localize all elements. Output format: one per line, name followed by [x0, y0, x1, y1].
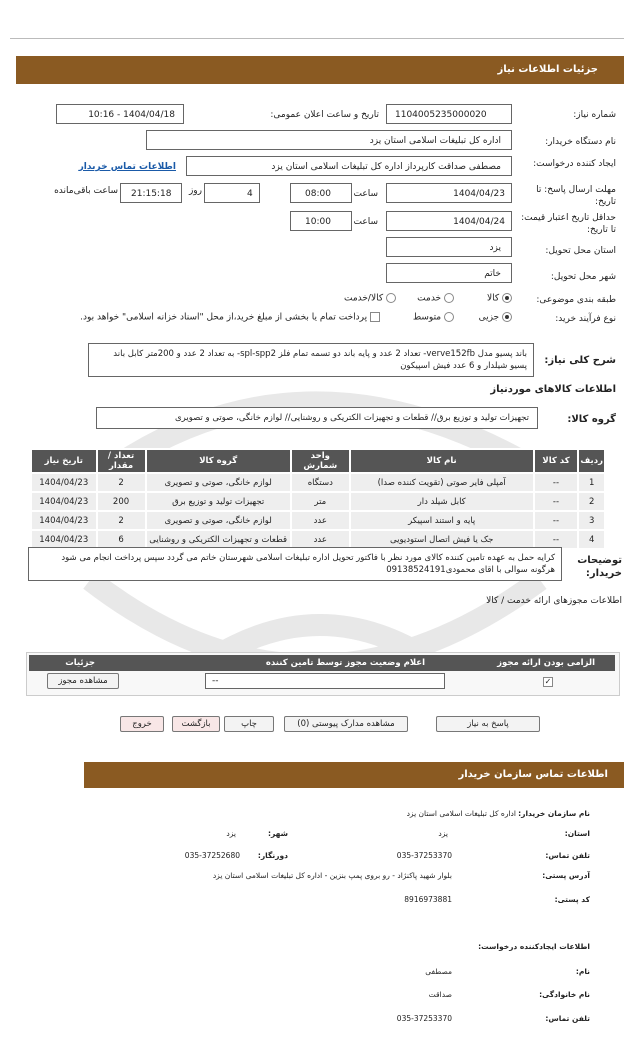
goods-group-box: تجهیزات تولید و توزیع برق// قطعات و تجهیزات الکتریکی و روشنایی// لوازم خانگی، صوتی و تصویری — [96, 407, 538, 429]
col-date: تاریخ نیاز — [31, 449, 97, 473]
table-cell: تجهیزات تولید و توزیع برق — [146, 492, 291, 511]
col-name: نام کالا — [350, 449, 534, 473]
table-cell: -- — [534, 473, 579, 492]
creator-family-value: صداقت — [428, 990, 452, 999]
reply-button[interactable]: پاسخ به نیاز — [436, 716, 540, 732]
contact-fax-value: 035-37252680 — [184, 851, 240, 860]
category-option-both[interactable]: کالا/خدمت — [344, 293, 396, 304]
view-permit-button[interactable]: مشاهده مجوز — [47, 673, 119, 689]
deadline-label: مهلت ارسال پاسخ: تا تاریخ: — [536, 185, 616, 207]
table-row — [31, 492, 605, 511]
col-qty: تعداد / مقدار — [97, 449, 146, 473]
remaining-time-field: 21:15:18 — [120, 183, 182, 203]
permit-required-checkbox: ✓ — [544, 677, 552, 686]
contact-fax-label: دورنگار: — [257, 851, 288, 860]
radio-icon — [386, 293, 396, 303]
contact-header-bar — [84, 762, 624, 788]
creator-field: مصطفی صداقت کارپرداز اداره کل تبلیغات اسلامی استان یزد — [186, 156, 512, 176]
page-header-bar — [16, 56, 624, 84]
goods-title: اطلاعات کالاهای موردنیاز — [490, 384, 616, 395]
table-cell: عدد — [291, 511, 350, 530]
buyer-notes-label: توضیحات خریدار: — [577, 555, 622, 579]
table-cell: دستگاه — [291, 473, 350, 492]
print-button[interactable]: چاپ — [224, 716, 274, 732]
process-label: نوع فرآیند خرید: — [555, 314, 616, 324]
buyer-contact-link[interactable]: اطلاعات تماس خریدار — [78, 162, 176, 172]
contact-phone-label: تلفن تماس: — [545, 851, 590, 860]
permits-header: الزامی بودن ارائه مجوز اعلام وضعیت مجوز توسط تامین کننده جزئیات — [29, 655, 615, 671]
announce-label: تاریخ و ساعت اعلان عمومی: — [270, 110, 379, 120]
table-cell: -- — [534, 492, 579, 511]
checkbox-icon — [370, 312, 380, 322]
announce-field: 1404/04/18 - 10:16 — [56, 104, 184, 124]
table-row — [31, 473, 605, 492]
table-cell: قطعات و تجهیزات الکتریکی و روشنایی — [146, 530, 291, 549]
validity-time-field: 10:00 — [290, 211, 352, 231]
process-option-medium[interactable]: متوسط — [413, 312, 454, 323]
deadline-time-field: 08:00 — [290, 183, 352, 203]
radio-icon — [444, 293, 454, 303]
table-cell: متر — [291, 492, 350, 511]
remaining-time-label: ساعت باقی‌مانده — [54, 186, 118, 196]
creator-name-value: مصطفی — [425, 967, 452, 976]
creator-phone-label: تلفن تماس: — [545, 1014, 590, 1023]
creator-family-label: نام خانوادگی: — [539, 990, 590, 999]
deadline-time-label: ساعت — [353, 189, 378, 199]
permit-status-field[interactable]: -- — [205, 673, 445, 689]
category-label: طبقه بندی موضوعی: — [536, 295, 616, 305]
table-cell: 6 — [97, 530, 146, 549]
summary-box: باند پسیو مدل verve152fb- تعداد 2 عدد و پایه باند دو تسمه تمام فلز spl-spp2- به تعداد 2 عدد و 200متر کابل باند پسیو شیلدار و 6 عدد فیش اسپیکون — [88, 343, 534, 377]
table-cell: 1404/04/23 — [31, 492, 97, 511]
table-cell: لوازم خانگی، صوتی و تصویری — [146, 473, 291, 492]
col-unit: واحد شمارش — [291, 449, 350, 473]
category-option-goods[interactable]: کالا — [487, 293, 512, 304]
col-row: ردیف — [578, 449, 605, 473]
col-code: کد کالا — [534, 449, 579, 473]
need-number-field: 1104005235000020 — [386, 104, 512, 124]
buyer-notes-box: کرایه حمل به عهده تامین کننده کالای مورد نظر با فاکتور تحویل اداره تبلیغات اسلامی شهرستان خاتم می گردد سپس پرداخت انجام می شود هرگونه سوالی با اقای محمودی09138524191 — [28, 547, 562, 581]
province-label: استان محل تحویل: — [545, 246, 616, 256]
days-field: 4 — [204, 183, 260, 203]
city-label: شهر محل تحویل: — [550, 272, 616, 282]
table-cell: 200 — [97, 492, 146, 511]
contact-address-value: بلوار شهید پاکنژاد - رو بروی پمپ بنزین - اداره کل تبلیغات اسلامی استان یزد — [212, 871, 452, 880]
goods-table — [30, 448, 606, 550]
table-cell: کابل شیلد دار — [350, 492, 534, 511]
buyer-org-field: اداره کل تبلیغات اسلامی استان یزد — [146, 130, 512, 150]
creator-name-label: نام: — [575, 967, 590, 976]
creator-phone-value: 035-37253370 — [396, 1014, 452, 1023]
deadline-date-field: 1404/04/23 — [386, 183, 512, 203]
table-cell: 2 — [97, 511, 146, 530]
back-button[interactable]: بازگشت — [172, 716, 220, 732]
table-cell: 1404/04/23 — [31, 473, 97, 492]
summary-label: شرح کلی نیاز: — [544, 355, 616, 366]
col-group: گروه کالا — [146, 449, 291, 473]
radio-selected-icon — [502, 312, 512, 322]
radio-selected-icon — [502, 293, 512, 303]
contact-province-label: استان: — [564, 829, 590, 838]
contact-postal-value: 8916973881 — [404, 895, 452, 904]
table-cell: 1404/04/23 — [31, 530, 97, 549]
validity-label: حداقل تاریخ اعتبار قیمت: تا تاریخ: — [521, 213, 616, 235]
creator-info-title: اطلاعات ایجادکننده درخواست: — [478, 942, 590, 951]
creator-label: ایجاد کننده درخواست: — [533, 159, 616, 169]
contact-postal-label: کد پستی: — [554, 895, 590, 904]
view-attachments-button[interactable]: مشاهده مدارک پیوستی (0) — [284, 716, 408, 732]
table-cell: لوازم خانگی، صوتی و تصویری — [146, 511, 291, 530]
table-row — [31, 511, 605, 530]
buyer-org-label: نام دستگاه خریدار: — [545, 137, 616, 147]
permits-title: اطلاعات مجوزهای ارائه خدمت / کالا — [486, 596, 622, 606]
radio-icon — [444, 312, 454, 322]
table-cell: 3 — [578, 511, 605, 530]
contact-city-label: شهر: — [268, 829, 288, 838]
table-cell: 2 — [578, 492, 605, 511]
table-cell: 1404/04/23 — [31, 511, 97, 530]
goods-table-header — [31, 449, 605, 473]
contact-city-value: یزد — [226, 829, 236, 838]
category-option-service[interactable]: خدمت — [417, 293, 454, 304]
org-value: اداره کل تبلیغات اسلامی استان یزد — [406, 809, 516, 818]
exit-button[interactable]: خروج — [120, 716, 164, 732]
city-field: خاتم — [386, 263, 512, 283]
table-cell: 1 — [578, 473, 605, 492]
table-cell: -- — [534, 530, 579, 549]
table-cell: پایه و استند اسپیکر — [350, 511, 534, 530]
goods-group-label: گروه کالا: — [567, 414, 616, 425]
validity-date-field: 1404/04/24 — [386, 211, 512, 231]
need-number-label: شماره نیاز: — [573, 110, 616, 120]
process-option-minor[interactable]: جزیی — [479, 312, 512, 323]
page-title: جزئیات اطلاعات نیاز — [497, 64, 598, 75]
permits-table — [26, 652, 620, 696]
table-cell: 2 — [97, 473, 146, 492]
org-label: نام سازمان خریدار: — [518, 809, 590, 818]
table-cell: عدد — [291, 530, 350, 549]
table-cell: جک یا فیش اتصال استودیویی — [350, 530, 534, 549]
contact-phone-value: 035-37253370 — [396, 851, 452, 860]
contact-title: اطلاعات تماس سازمان خریدار — [458, 769, 608, 780]
days-label: روز — [188, 186, 202, 196]
contact-address-label: آدرس پستی: — [542, 871, 590, 880]
contact-province-value: یزد — [438, 829, 448, 838]
table-cell: آمپلی فایر صوتی (تقویت کننده صدا) — [350, 473, 534, 492]
validity-time-label: ساعت — [353, 217, 378, 227]
top-divider — [10, 38, 624, 39]
payment-checkbox[interactable]: پرداخت تمام یا بخشی از مبلغ خرید،از محل "اسناد خزانه اسلامی" خواهد بود. — [80, 312, 380, 323]
province-field: یزد — [386, 237, 512, 257]
table-cell: 4 — [578, 530, 605, 549]
table-cell: -- — [534, 511, 579, 530]
